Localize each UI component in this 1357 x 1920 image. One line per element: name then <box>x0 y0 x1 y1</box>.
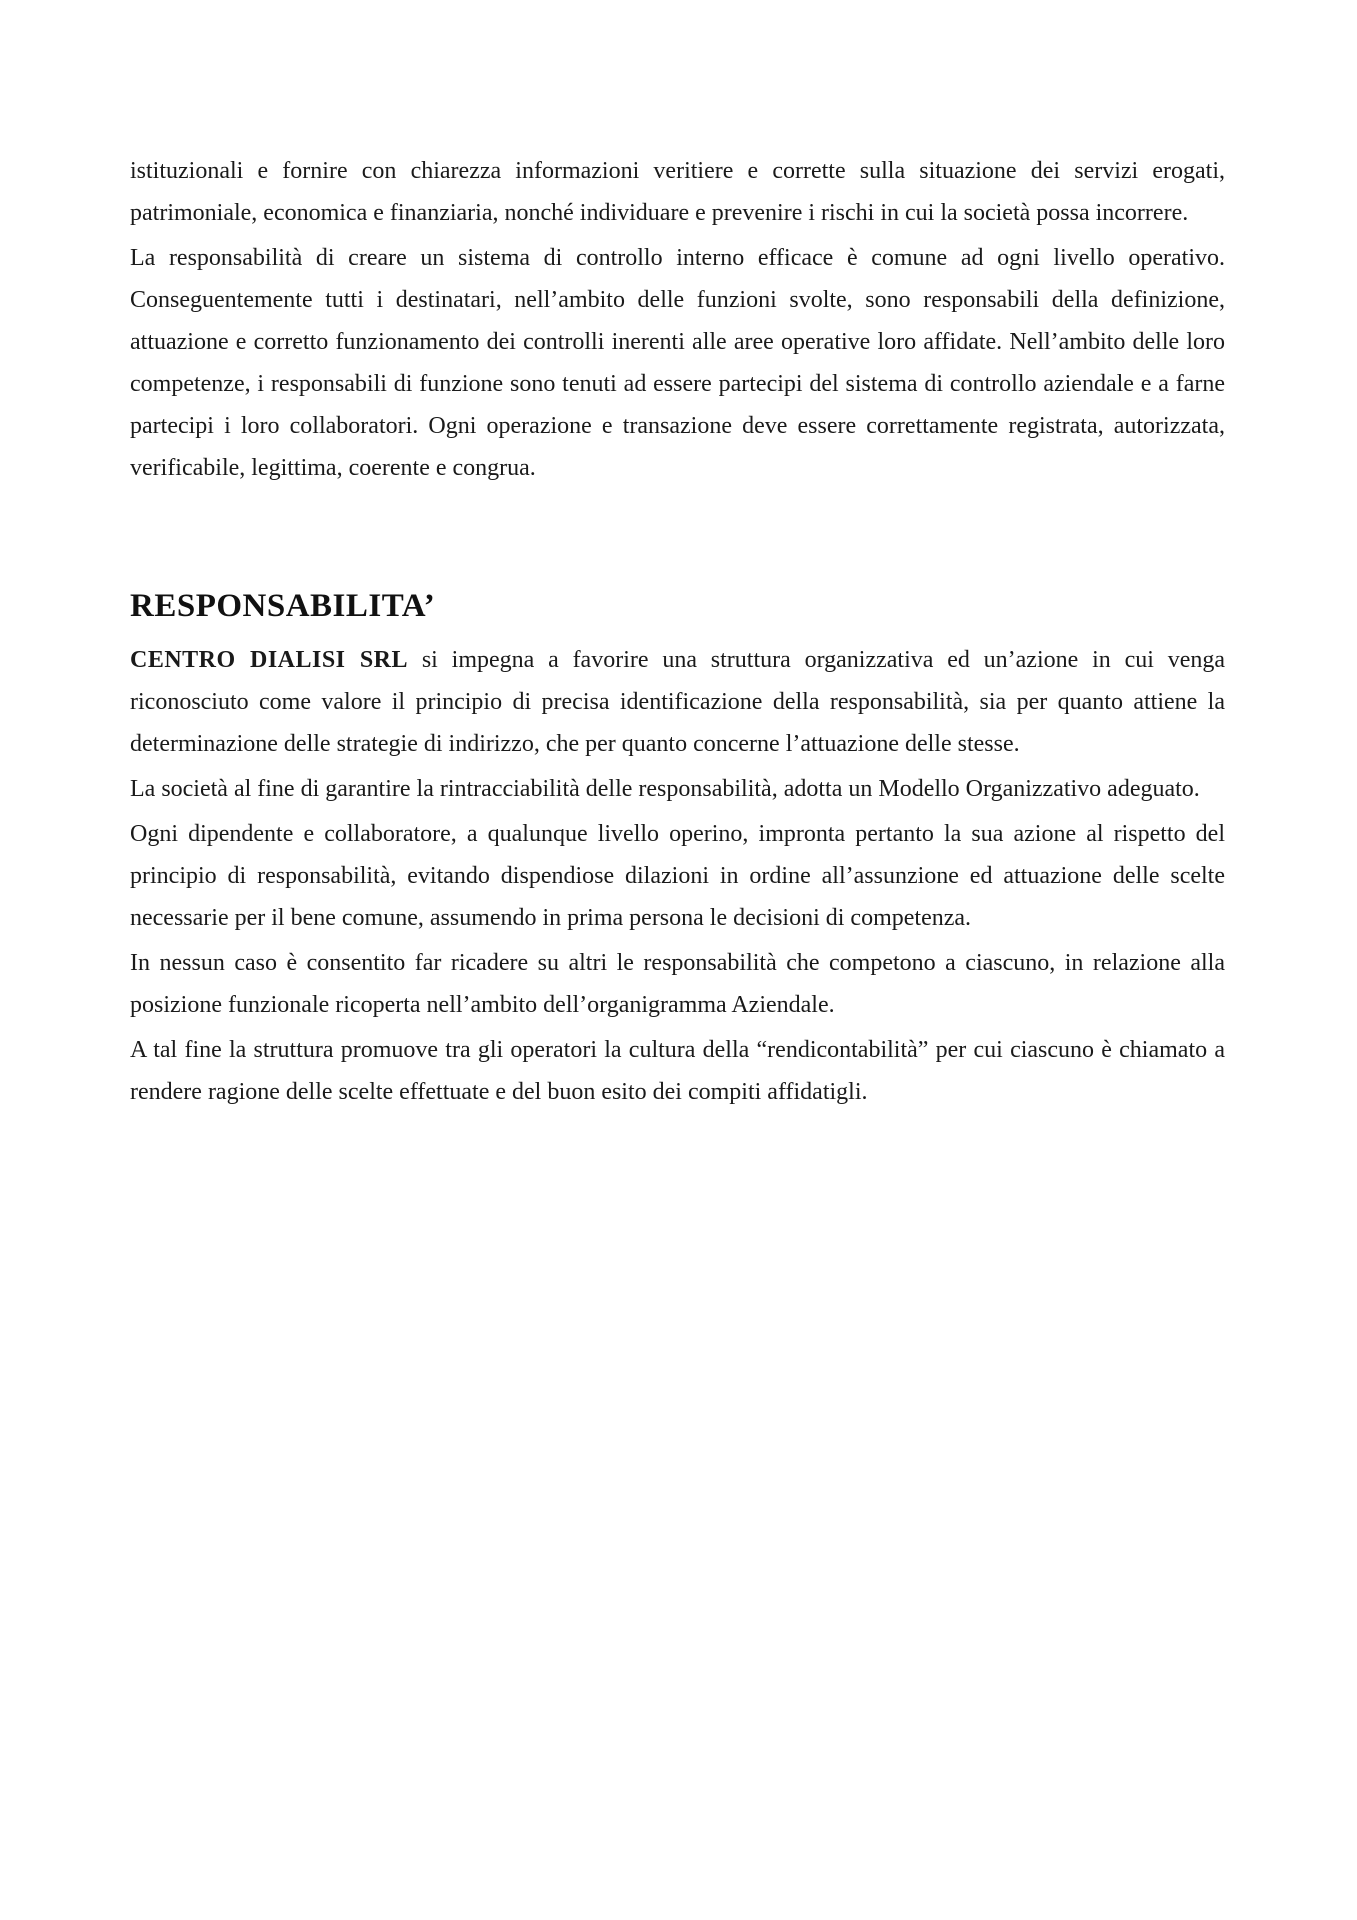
continued-paragraph: istituzionali e fornire con chiarezza informazioni veritiere e corrette sulla situazione dei servizi erogati, patrimoniale, economica e finanziaria, nonché individuare e prevenire i rischi in cui la società possa incorrere. <box>130 158 1225 226</box>
paragraph-internal-control: La responsabilità di creare un sistema di controllo interno efficace è comune ad ogni livello operativo. Conseguentemente tutti i destinatari, nell’ambito delle funzioni svolte, sono responsabili della definizione, attuazione e corretto funzionamento dei controlli inerenti alle aree operative loro affidate. Nell’ambito delle loro competenze, i responsabili di funzione sono tenuti ad essere partecipi del sistema di controllo aziendale e a farne partecipi i loro collaboratori. Ogni operazione e transazione deve essere correttamente registrata, autorizzata, verificabile, legittima, coerente e congrua. <box>130 245 1225 481</box>
page-body-text <box>130 150 1225 1113</box>
paragraph-company-commitment <box>130 639 1225 765</box>
paragraph-rendicontabilita: A tal fine la struttura promuove tra gli operatori la cultura della “rendicontabilità” per cui ciascuno è chiamato a rendere ragione delle scelte effettuate e del buon esito dei compiti affidatigli. <box>130 1037 1225 1105</box>
paragraph-modello-organizzativo: La società al fine di garantire la rintracciabilità delle responsabilità, adotta un Modello Organizzativo adeguato. <box>130 776 1200 802</box>
company-name: CENTRO DIALISI SRL <box>130 647 409 673</box>
paragraph-nessun-caso: In nessun caso è consentito far ricadere su altri le responsabilità che competono a ciascuno, in relazione alla posizione funzionale ricoperta nell’ambito dell’organigramma Aziendale. <box>130 950 1225 1018</box>
paragraph-company-commitment-text: si impegna a favorire una struttura organizzativa ed un’azione in cui venga riconosciuto come valore il principio di precisa identificazione della responsabilità, sia per quanto attiene la determinazione delle strategie di indirizzo, che per quanto concerne l’attuazione delle stesse. <box>130 647 1226 757</box>
paragraph-dipendente-collaboratore: Ogni dipendente e collaboratore, a qualunque livello operino, impronta pertanto la sua azione al rispetto del principio di responsabilità, evitando dispendiose dilazioni in ordine all’assunzione ed attuazione delle scelte necessarie per il bene comune, assumendo in prima persona le decisioni di competenza. <box>130 821 1225 931</box>
section-heading-responsabilita: RESPONSABILITA’ <box>130 588 436 624</box>
